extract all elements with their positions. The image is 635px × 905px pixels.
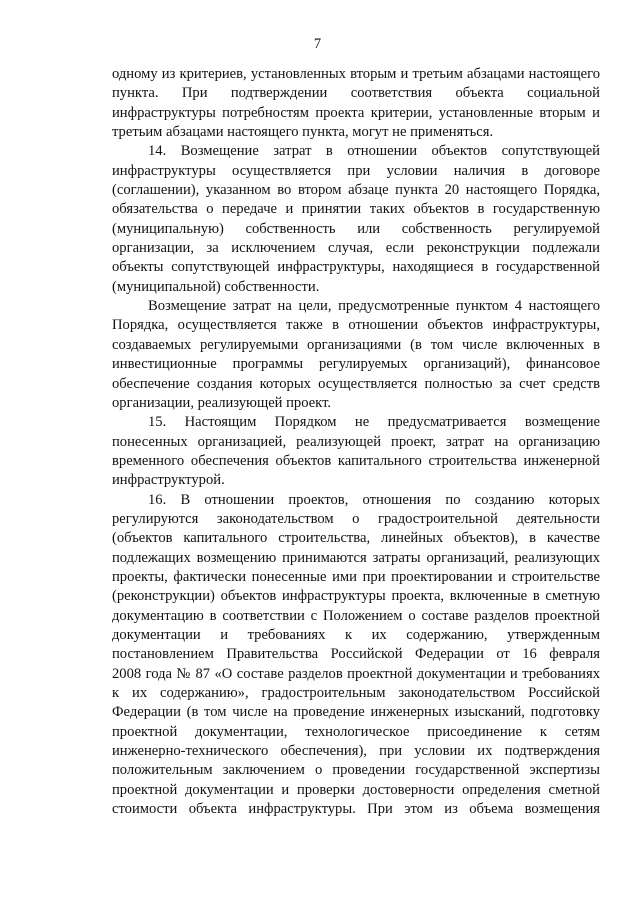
text-line: документации и требованиях к их содержанию, утвержденным xyxy=(112,626,600,643)
text-line: инфраструктуры осуществляется при условии наличия в договоре xyxy=(112,162,600,179)
text-line: 16. В отношении проектов, отношения по созданию которых xyxy=(148,491,600,508)
text-line: временного обеспечения объектов капитального строительства инженерной xyxy=(112,452,600,469)
page-number: 7 xyxy=(313,36,322,52)
text-line: организации, за исключением случая, если реконструкции подлежали xyxy=(112,240,600,257)
text-line: 2008 года № 87 «О составе разделов проектной документации и требованиях xyxy=(112,665,600,682)
text-line: обеспечение создания которых осуществляется полностью за счет средств xyxy=(112,375,600,392)
text-line: регулируются законодательством о градостроительной деятельности xyxy=(112,510,600,527)
text-line: третьим абзацами настоящего пункта, могут не применяться. xyxy=(112,124,494,141)
text-line: проектной документации, технологическое присоединение к сетям xyxy=(112,723,600,740)
text-line: Федерации (в том числе на проведение инженерных изысканий, подготовку xyxy=(112,704,600,721)
text-line: Порядка, осуществляется также в отношении объектов инфраструктуры, xyxy=(112,317,600,334)
text-line: создаваемых регулируемыми организациями (в том числе включенных в xyxy=(112,336,600,353)
text-line: пункта. При подтверждении соответствия объекта социальной xyxy=(112,85,600,102)
text-line: организации, реализующей проект. xyxy=(112,394,332,411)
text-line: инфраструктурой. xyxy=(112,472,225,489)
text-line: проекты, фактически понесенные ими при проектировании и строительстве xyxy=(112,568,600,585)
text-line: (муниципальную) собственность или собственность регулируемой xyxy=(112,220,600,237)
text-line: проектной документации и проверки достоверности определения сметной xyxy=(112,781,600,798)
text-line: понесенных организацией, реализующей проект, затрат на организацию xyxy=(112,433,600,450)
text-line: (муниципальной) собственности. xyxy=(112,278,320,295)
text-line: постановлением Правительства Российской Федерации от 16 февраля xyxy=(112,646,600,663)
text-line: объекты сопутствующей инфраструктуры, находящиеся в государственной xyxy=(112,259,600,276)
text-line: инвестиционные программы регулируемых организаций), финансовое xyxy=(112,356,600,373)
text-line: документацию в соответствии с Положением о составе разделов проектной xyxy=(112,607,600,624)
text-line: 14. Возмещение затрат в отношении объектов сопутствующей xyxy=(148,143,600,160)
text-line: Возмещение затрат на цели, предусмотренные пунктом 4 настоящего xyxy=(148,298,600,315)
text-line: подлежащих возмещению принимаются затраты организаций, реализующих xyxy=(112,549,600,566)
text-line: обязательства о передаче и принятии таких объектов в государственную xyxy=(112,201,600,218)
text-line: одному из критериев, установленных вторым и третьим абзацами настоящего xyxy=(112,66,600,82)
text-line: 15. Настоящим Порядком не предусматривается возмещение xyxy=(148,414,600,431)
text-line: положительным заключением о проведении государственной экспертизы xyxy=(112,762,600,779)
text-line: стоимости объекта инфраструктуры. При этом из объема возмещения xyxy=(112,801,600,818)
text-line: инженерно-технического обеспечения), при условии их подтверждения xyxy=(112,743,600,760)
text-line: (соглашении), указанном во втором абзаце пункта 20 настоящего Порядка, xyxy=(112,182,600,199)
text-line: (объектов капитального строительства, линейных объектов), в качестве xyxy=(112,530,600,547)
text-line: к их содержанию», градостроительным законодательством Российской xyxy=(112,685,600,701)
body-text xyxy=(112,65,600,819)
text-line: инфраструктуры потребностям проекта критерии, установленные вторым и xyxy=(112,104,600,121)
text-line: (реконструкции) объектов инфраструктуры проекта, включенные в сметную xyxy=(112,588,600,605)
